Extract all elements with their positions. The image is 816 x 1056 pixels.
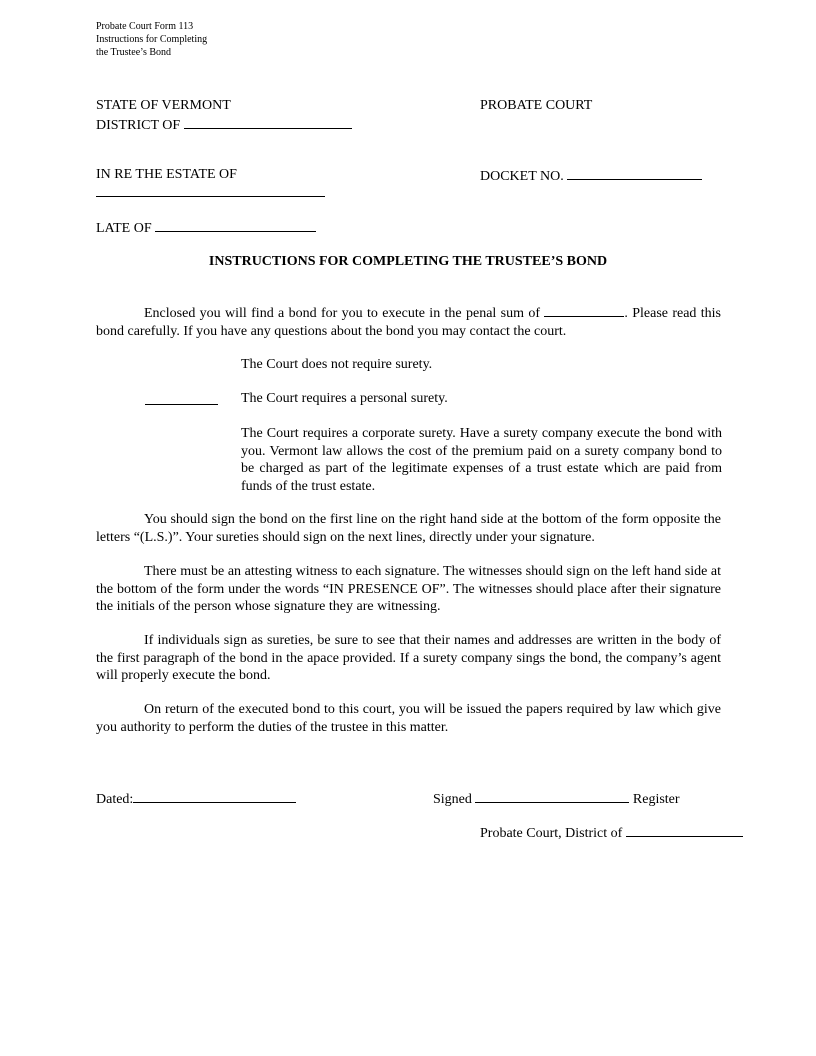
signed-label: Signed — [433, 792, 472, 807]
court-district-line — [480, 823, 743, 842]
paragraph-sign-bond-text: You should sign the bond on the first line on the right hand side at the bottom of the form opposite the letters “(L.S.)”. Your sureties should sign on the next lines, directly under your signature. — [96, 512, 721, 545]
paragraph-witness-text: There must be an attesting witness to each signature. The witnesses should sign on the left hand side at the bottom of the form under the words “IN PRESENCE OF”. The witnesses should place after their signature the initials of the person whose signature they are witnessing. — [96, 564, 721, 614]
surety-option-none: The Court does not require surety. — [241, 357, 433, 372]
state-label: STATE OF VERMONT — [96, 98, 231, 113]
docket-line — [480, 166, 702, 185]
penal-sum-blank[interactable] — [544, 303, 624, 317]
paragraph-sign-bond — [96, 511, 721, 546]
paragraph-return-text: On return of the executed bond to this court, you will be issued the papers required by law which give you authority to perform the duties of the trustee in this matter. — [96, 702, 721, 735]
court-district-blank[interactable] — [626, 823, 743, 837]
dated-label: Dated: — [96, 792, 134, 807]
court-label: PROBATE COURT — [480, 98, 593, 113]
form-subtitle-line1: Instructions for Completing — [96, 34, 208, 45]
register-label: Register — [632, 792, 680, 807]
court-district-label: Probate Court, District of — [480, 826, 623, 841]
signed-line — [433, 789, 680, 808]
estate-name-blank[interactable] — [96, 196, 325, 197]
district-blank[interactable] — [184, 115, 352, 129]
district-label: DISTRICT OF — [96, 118, 181, 133]
surety-option-personal: The Court requires a personal surety. — [241, 391, 448, 406]
paragraph-return — [96, 701, 721, 736]
surety-option-corporate: The Court requires a corporate surety. Have a surety company execute the bond with you. Vermont law allows the cost of the premium paid on a surety company bond to be charged as part of the legitimate expenses of a trust estate which are paid from funds of the trust estate. — [241, 426, 722, 494]
form-header — [96, 20, 207, 59]
paragraph-sureties-text: If individuals sign as sureties, be sure to see that their names and addresses are written in the body of the first paragraph of the bond in the apace provided. If a surety company sings the bond, the company’s agent will properly execute the bond. — [96, 633, 721, 683]
estate-label: IN RE THE ESTATE OF — [96, 167, 237, 182]
paragraph-witness — [96, 563, 721, 616]
personal-surety-check-blank[interactable] — [145, 404, 218, 405]
late-of-blank[interactable] — [155, 218, 316, 232]
intro-text-after: . Please read this bond carefully. If you have any questions about the bond you may contact the court. — [96, 306, 722, 339]
late-of-label: LATE OF — [96, 221, 152, 236]
intro-paragraph — [96, 303, 721, 340]
form-subtitle-line2: the Trustee’s Bond — [96, 47, 172, 58]
paragraph-sureties — [96, 632, 721, 685]
docket-label: DOCKET NO. — [480, 169, 564, 184]
docket-blank[interactable] — [567, 166, 702, 180]
district-line — [96, 115, 352, 134]
document-title: INSTRUCTIONS FOR COMPLETING THE TRUSTEE’S BOND — [208, 254, 608, 269]
intro-text-before: Enclosed you will find a bond for you to execute in the penal sum of — [144, 306, 541, 321]
form-number: Probate Court Form 113 — [96, 21, 194, 32]
late-of-line — [96, 218, 316, 237]
signature-blank[interactable] — [475, 789, 629, 803]
dated-blank[interactable] — [133, 789, 296, 803]
dated-line — [96, 789, 296, 808]
